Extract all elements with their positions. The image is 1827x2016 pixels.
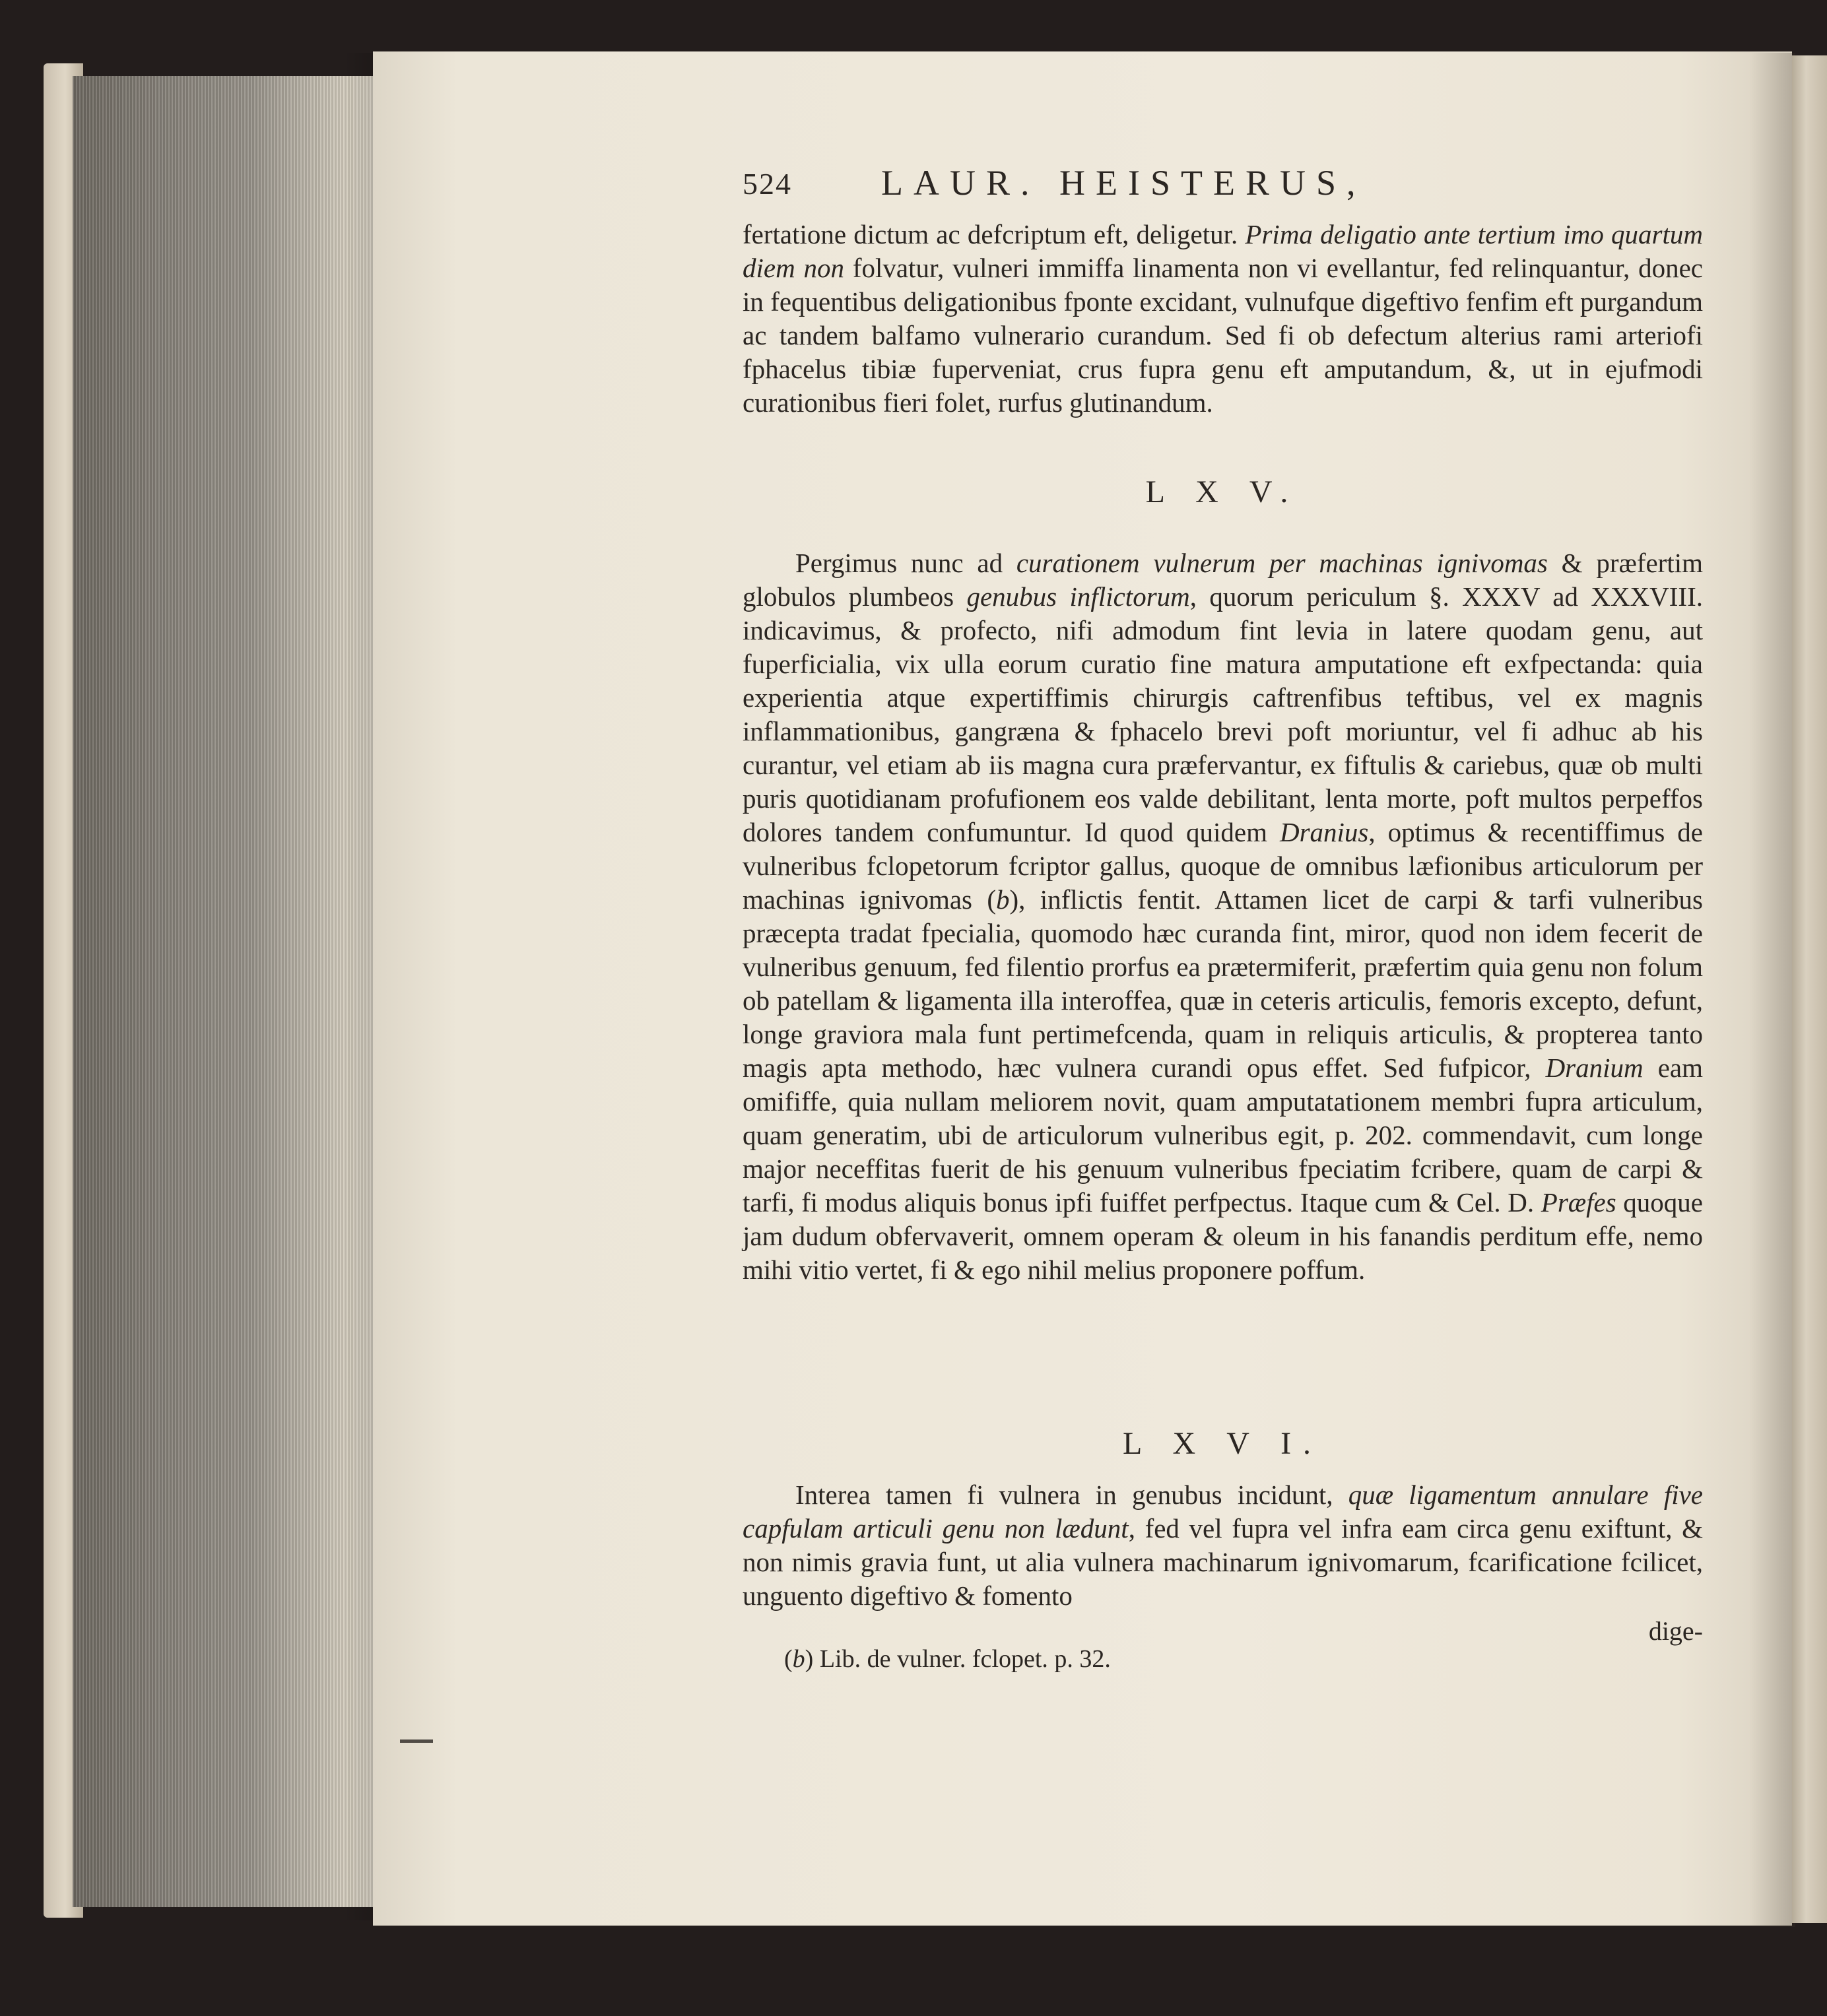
page-number: 524 <box>743 167 792 201</box>
gutter-shadow <box>1749 53 1795 1927</box>
footnote: (b) Lib. de vulner. fclopet. p. 32. <box>784 1645 1111 1673</box>
paragraph-2: Pergimus nunc ad curationem vulnerum per machinas ignivomas & præfertim globulos plumbeos genubus inflictorum, quorum periculum §. XXXV ad XXXVIII. indicavimus, & profecto, nifi admodum fint levia in latere quodam genu, aut fuperficialia, vix ulla eorum curatio fine matura amputatione eft exfpectanda: quia experientia atque expertiffimis chirurgis caftrenfibus teftibus, vel ex magnis inflammationibus, gangræna & fphacelo brevi poft moriuntur, vel fi adhuc ab his curantur, vel etiam ab iis magna cura præfervantur, ex fiftulis & cariebus, quæ ob multi puris quotidianam profufionem eos valde debilitant, lenta morte, poft multos perpeffos dolores tandem confumuntur. Id quod quidem Dranius, optimus & recentiffimus de vulneribus fclopetorum fcriptor gallus, quoque de omnibus læfionibus articulorum per machinas ignivomas (b), inflictis fentit. Attamen licet de carpi & tarfi vulneribus præcepta tradat fpecialia, quomodo hæc curanda fint, miror, quod non idem fecerit de vulneribus genuum, fed filentio prorfus ea prætermiferit, præfertim quia genu non folum ob patellam & ligamenta illa interoffea, quæ in ceteris articulis, femoris excepto, defunt, longe graviora mala funt pertimefcenda, quam in reliquis articulis, & propterea tanto magis apta methodo, hæc vulnera curandi opus effet. Sed fufpicor, Dranium eam omififfe, quia nullam meliorem novit, quam amputatationem membri fupra articulum, quam generatim, ubi de articulorum vulneribus egit, p. 202. commendavit, cum longe major neceffitas fuerit de his genuum vulneribus fpeciatim fcribere, quam de carpi & tarfi, fi modus aliquis bonus ipfi fuiffet perfpectus. Itaque cum & Cel. D. Præfes quoque jam dudum obfervaverit, omnem operam & oleum in his fanandis perditum effe, nemo mihi vitio vertet, fi & ego nihil melius proponere poffum. <box>743 548 1703 1285</box>
footnote-text: Lib. de vulner. fclopet. p. 32. <box>819 1645 1111 1673</box>
paragraph-3: Interea tamen fi vulnera in genubus incidunt, quæ ligamentum annulare five capfulam articuli genu non lædunt, fed vel fupra vel infra eam circa genu exiftunt, & non nimis gravia funt, ut alia vulnera machinarum ignivomarum, fcarificatione fcilicet, unguento digeftivo & fomento <box>743 1479 1704 1611</box>
running-head <box>743 163 1703 219</box>
facing-page-edge <box>1792 55 1827 1923</box>
running-title: LAUR. HEISTERUS, <box>881 163 1366 203</box>
section-heading-lxvi: L X V I. <box>1122 1426 1323 1461</box>
book-fore-edge <box>73 76 373 1907</box>
paragraph-1: fertatione dictum ac defcriptum eft, deligetur. Prima deligatio ante tertium imo quartum diem non folvatur, vulneri immiffa linamenta non vi evellantur, fed relinquantur, donec in fequentibus deligationibus fponte excidant, vulnufque digeftivo fenfim eft purgandum ac tandem balfamo vulnerario curandum. Sed fi ob defectum alterius rami arteriofi fphacelus tibiæ fuperveniat, crus fupra genu eft amputandum, &, ut in ejufmodi curationibus fieri folet, rurfus glutinandum. <box>743 219 1703 418</box>
margin-mark <box>400 1740 433 1743</box>
catchword: dige- <box>1648 1616 1703 1646</box>
footnote-marker: b <box>792 1645 805 1673</box>
section-heading-lxv: L X V. <box>1145 474 1300 509</box>
